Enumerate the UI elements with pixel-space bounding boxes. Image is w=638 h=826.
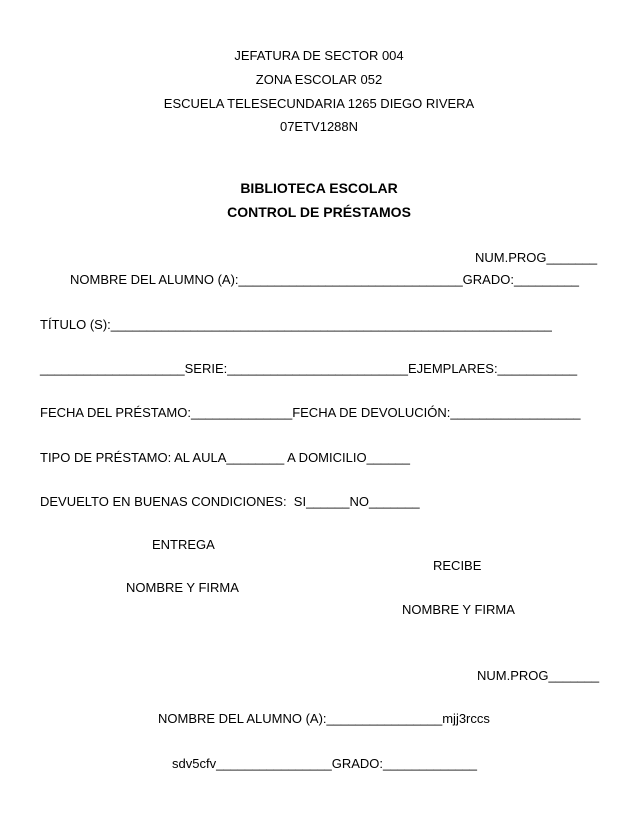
title-control-prestamos: CONTROL DE PRÉSTAMOS <box>227 204 411 220</box>
header-line-clave: 07ETV1288N <box>279 119 359 134</box>
tipo-prestamo-field: TIPO DE PRÉSTAMO: AL AULA________ A DOMICILIO______ <box>40 450 410 465</box>
recibe-label: RECIBE <box>433 558 482 573</box>
num-prog-field-2: NUM.PROG_______ <box>477 668 600 683</box>
header-line-escuela: ESCUELA TELESECUNDARIA 1265 DIEGO RIVERA <box>163 96 475 111</box>
titulo-field: TÍTULO (S):_____________________________________________________________ <box>40 317 552 332</box>
title-biblioteca: BIBLIOTECA ESCOLAR <box>240 180 398 196</box>
fechas-field: FECHA DEL PRÉSTAMO:______________FECHA DE DEVOLUCIÓN:__________________ <box>40 405 581 420</box>
devuelto-field: DEVUELTO EN BUENAS CONDICIONES: SI______NO_______ <box>40 494 420 509</box>
nombre-field-2: NOMBRE DEL ALUMNO (A):________________mjj3rccs <box>158 711 490 726</box>
nombre-grado-field: NOMBRE DEL ALUMNO (A):_______________________________GRADO:_________ <box>70 272 580 287</box>
nombre-firma-right-label: NOMBRE Y FIRMA <box>402 602 515 617</box>
nombre-firma-left-label: NOMBRE Y FIRMA <box>126 580 239 595</box>
header-line-zona: ZONA ESCOLAR 052 <box>255 72 383 87</box>
entrega-label: ENTREGA <box>152 537 215 552</box>
num-prog-field: NUM.PROG_______ <box>475 250 598 265</box>
grado-field-2: sdv5cfv________________GRADO:_____________ <box>172 756 478 771</box>
header-line-jefatura: JEFATURA DE SECTOR 004 <box>234 48 404 63</box>
serie-ejemplares-field: ____________________SERIE:_________________________EJEMPLARES:___________ <box>40 361 578 376</box>
